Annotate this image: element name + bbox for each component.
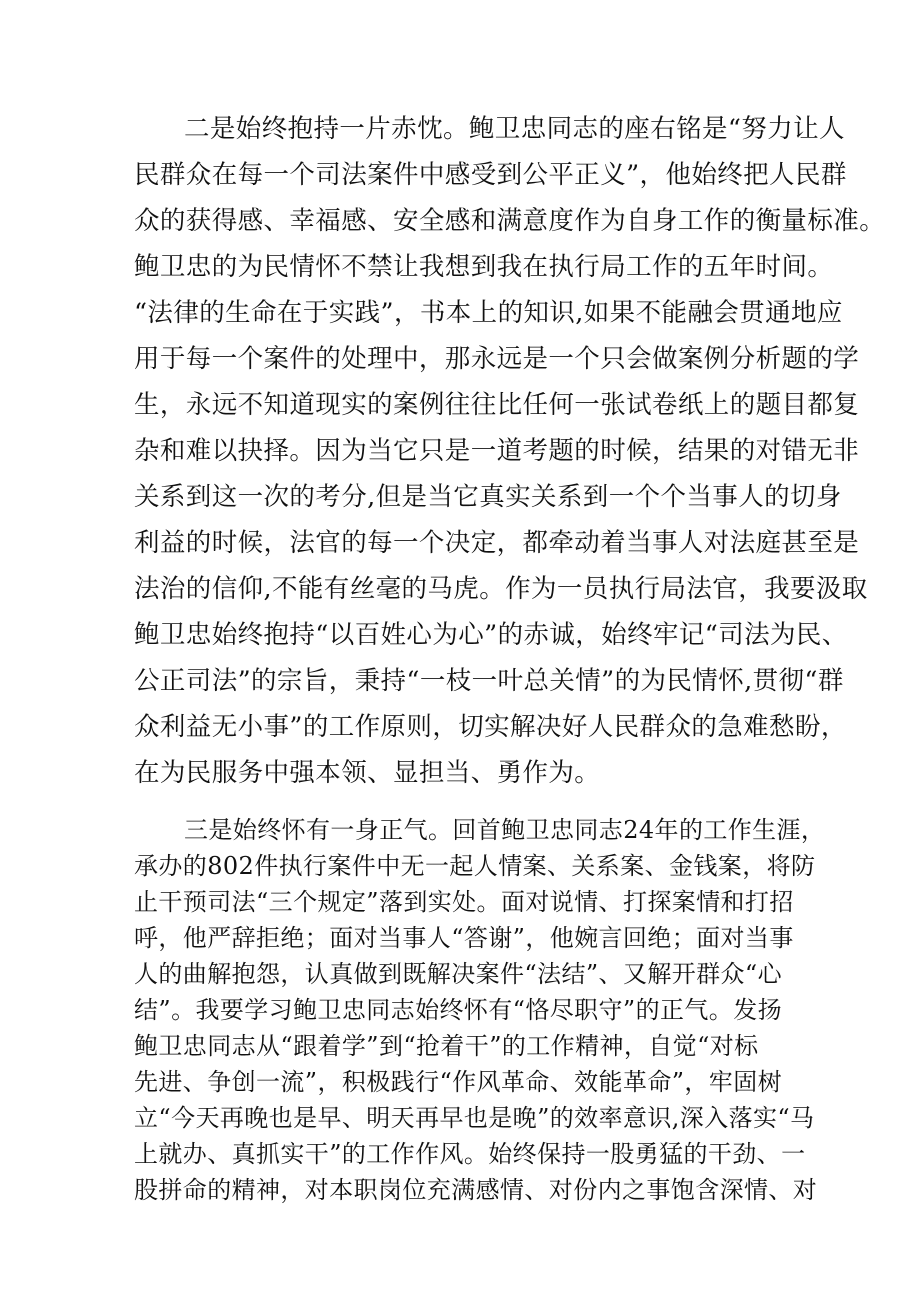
paragraph-line: 先进、争创一流”，积极践行“作风革命、效能革命”，牢固树	[134, 1068, 783, 1096]
paragraph-line: 用于每一个案件的处理中，那永远是一个只会做案例分析题的学	[134, 344, 860, 374]
paragraph-line: 三是始终怀有一身正气。回首鲍卫忠同志24年的工作生涯，	[184, 816, 826, 844]
paragraph-line: 二是始终抱持一片赤忱。鲍卫忠同志的座右铭是“努力让人	[184, 114, 845, 144]
paragraph-line: 鲍卫忠同志从“跟着学”到“抢着干”的工作精神，自觉“对标	[134, 1032, 759, 1060]
paragraph-line: 众利益无小事”的工作原则，切实解决好人民群众的急难愁盼，	[134, 712, 847, 742]
paragraph-line: 上就办、真抓实干”的工作作风。始终保持一股勇猛的干劲、一	[134, 1140, 806, 1168]
paragraph-line: 生，永远不知道现实的案例往往比任何一张试卷纸上的题目都复	[134, 390, 860, 420]
paragraph-line: 众的获得感、幸福感、安全感和满意度作为自身工作的衡量标准。	[134, 206, 886, 236]
paragraph-line: 承办的802件执行案件中无一起人情案、关系案、金钱案，将防	[134, 852, 816, 880]
paragraph-line: 鲍卫忠的为民情怀不禁让我想到我在执行局工作的五年时间。	[134, 252, 834, 282]
paragraph-line: 公正司法”的宗旨，秉持“一枝一叶总关情”的为民情怀,贯彻“群	[134, 666, 844, 696]
paragraph-line: 民群众在每一个司法案件中感受到公平正义”，他始终把人民群	[134, 160, 847, 190]
paragraph-line: 利益的时候，法官的每一个决定，都牵动着当事人对法庭甚至是	[134, 528, 860, 558]
paragraph-line: 杂和难以抉择。因为当它只是一道考题的时候，结果的对错无非	[134, 436, 860, 466]
paragraph-line: 法治的信仰,不能有丝毫的马虎。作为一员执行局法官，我要汲取	[134, 574, 868, 604]
paragraph-line: 结”。我要学习鲍卫忠同志始终怀有“恪尽职守”的正气。发扬	[134, 996, 783, 1024]
paragraph-line: 鲍卫忠始终抱持“以百姓心为心”的赤诚，始终牢记“司法为民、	[134, 620, 848, 650]
paragraph-line: 止干预司法“三个规定”落到实处。面对说情、打探案情和打招	[134, 888, 794, 916]
paragraph-line: 在为民服务中强本领、显担当、勇作为。	[134, 758, 601, 788]
paragraph-line: 呼，他严辞拒绝；面对当事人“答谢”，他婉言回绝；面对当事	[134, 924, 794, 952]
paragraph-line: “法律的生命在于实践”，书本上的知识,如果不能融会贯通地应	[134, 298, 843, 328]
paragraph-line: 人的曲解抱怨，认真做到既解决案件“法结”、又解开群众“心	[134, 960, 783, 988]
paragraph-line: 立“今天再晚也是早、明天再早也是晚”的效率意识,深入落实“马	[134, 1104, 815, 1132]
paragraph-line: 关系到这一次的考分,但是当它真实关系到一个个当事人的切身	[134, 482, 842, 512]
paragraph-line: 股拼命的精神，对本职岗位充满感情、对份内之事饱含深情、对	[134, 1176, 818, 1204]
